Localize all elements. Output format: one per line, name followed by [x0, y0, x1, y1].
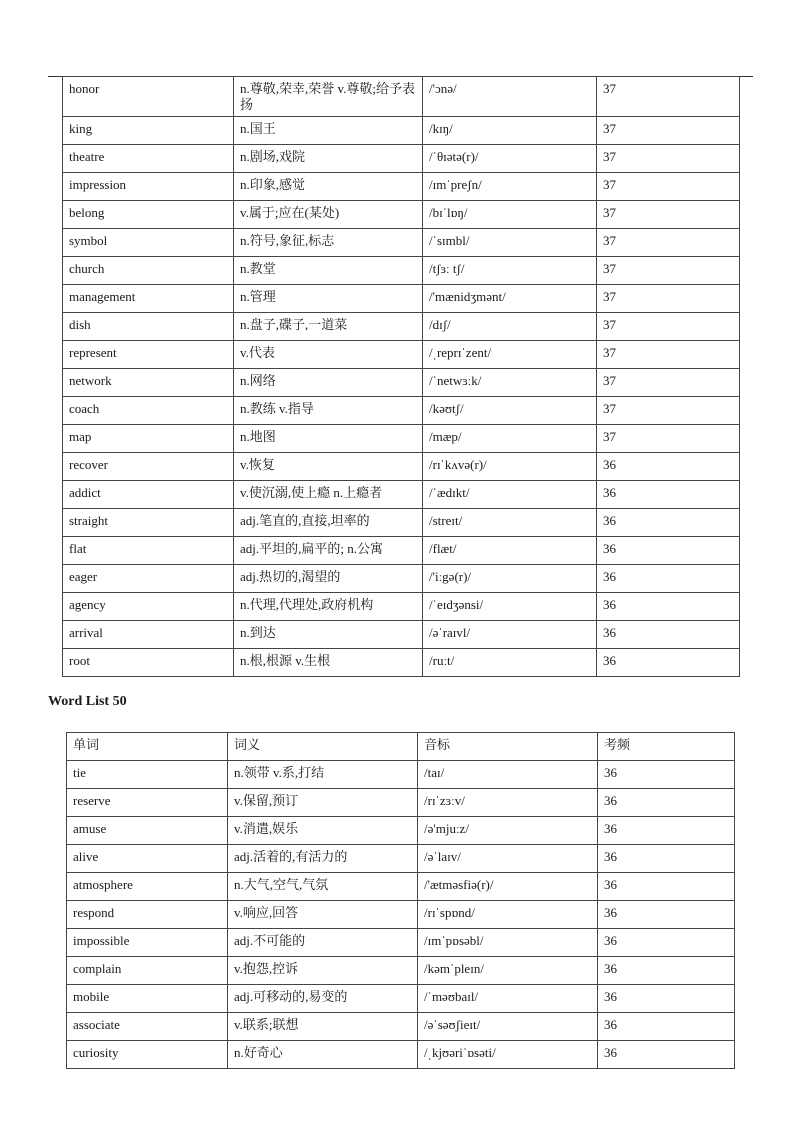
- table-row: [67, 957, 735, 985]
- phonetic-cell: /əˈraɪvl/: [423, 621, 597, 649]
- meaning-cell: n.教练 v.指导: [234, 397, 423, 425]
- phonetic-cell: /rɪˈspɒnd/: [418, 901, 598, 929]
- word-cell: recover: [63, 453, 234, 481]
- phonetic-cell: /flæt/: [423, 537, 597, 565]
- frequency-cell: 36: [597, 537, 740, 565]
- phonetic-cell: /rɪˈzɜːv/: [418, 789, 598, 817]
- table-row: [63, 201, 740, 229]
- table-row: [63, 453, 740, 481]
- frequency-cell: 37: [597, 201, 740, 229]
- phonetic-cell: /ˈeɪdʒənsi/: [423, 593, 597, 621]
- meaning-cell: n.国王: [234, 117, 423, 145]
- word-cell: tie: [67, 761, 228, 789]
- meaning-cell: n.尊敬,荣幸,荣誉 v.尊敬;给予表扬: [234, 77, 423, 117]
- phonetic-cell: /ˈθɪətə(r)/: [423, 145, 597, 173]
- word-cell: map: [63, 425, 234, 453]
- table-row: [63, 313, 740, 341]
- frequency-cell: 36: [598, 789, 735, 817]
- meaning-cell: adj.平坦的,扁平的; n.公寓: [234, 537, 423, 565]
- frequency-cell: 37: [597, 117, 740, 145]
- meaning-cell: n.印象,感觉: [234, 173, 423, 201]
- phonetic-cell: /ˌkjʊəriˈɒsəti/: [418, 1041, 598, 1069]
- table-row: [63, 537, 740, 565]
- table-row: [63, 425, 740, 453]
- table-row: [63, 369, 740, 397]
- meaning-cell: n.大气,空气,气氛: [228, 873, 418, 901]
- meaning-cell: v.联系;联想: [228, 1013, 418, 1041]
- frequency-cell: 36: [597, 565, 740, 593]
- table-row: [67, 1041, 735, 1069]
- word-cell: represent: [63, 341, 234, 369]
- word-cell: atmosphere: [67, 873, 228, 901]
- word-cell: dish: [63, 313, 234, 341]
- phonetic-cell: /'mænidʒmənt/: [423, 285, 597, 313]
- phonetic-cell: /kəʊtʃ/: [423, 397, 597, 425]
- frequency-cell: 36: [598, 1041, 735, 1069]
- phonetic-cell: /ˈnetwɜːk/: [423, 369, 597, 397]
- frequency-cell: 37: [597, 397, 740, 425]
- table-header-row: [67, 733, 735, 761]
- phonetic-cell: /'iːgə(r)/: [423, 565, 597, 593]
- meaning-cell: adj.可移动的,易变的: [228, 985, 418, 1013]
- phonetic-cell: /ɪmˈpɒsəbl/: [418, 929, 598, 957]
- meaning-cell: n.盘子,碟子,一道菜: [234, 313, 423, 341]
- meaning-cell: adj.活着的,有活力的: [228, 845, 418, 873]
- meaning-cell: v.使沉溺,使上瘾 n.上瘾者: [234, 481, 423, 509]
- word-cell: eager: [63, 565, 234, 593]
- frequency-cell: 36: [598, 929, 735, 957]
- phonetic-cell: /ˈsɪmbl/: [423, 229, 597, 257]
- word-cell: management: [63, 285, 234, 313]
- meaning-cell: v.属于;应在(某处): [234, 201, 423, 229]
- meaning-cell: v.消遣,娱乐: [228, 817, 418, 845]
- phonetic-cell: /dɪʃ/: [423, 313, 597, 341]
- phonetic-cell: /bɪˈlɒŋ/: [423, 201, 597, 229]
- word-list-title: Word List 50: [48, 694, 127, 709]
- word-cell: curiosity: [67, 1041, 228, 1069]
- frequency-cell: 36: [598, 817, 735, 845]
- frequency-cell: 36: [597, 509, 740, 537]
- frequency-cell: 37: [597, 341, 740, 369]
- phonetic-cell: /streɪt/: [423, 509, 597, 537]
- frequency-cell: 36: [597, 481, 740, 509]
- table-row: [63, 77, 740, 117]
- header-frequency: 考频: [598, 733, 735, 761]
- frequency-cell: 37: [597, 369, 740, 397]
- phonetic-cell: /ruːt/: [423, 649, 597, 677]
- frequency-cell: 36: [598, 985, 735, 1013]
- word-cell: complain: [67, 957, 228, 985]
- word-cell: agency: [63, 593, 234, 621]
- word-cell: root: [63, 649, 234, 677]
- frequency-cell: 36: [598, 957, 735, 985]
- header-word: 单词: [67, 733, 228, 761]
- word-cell: respond: [67, 901, 228, 929]
- table-row: [63, 229, 740, 257]
- frequency-cell: 36: [598, 873, 735, 901]
- phonetic-cell: /ˈædɪkt/: [423, 481, 597, 509]
- phonetic-cell: /'ætməsfiə(r)/: [418, 873, 598, 901]
- table-row: [67, 761, 735, 789]
- header-meaning: 词义: [228, 733, 418, 761]
- frequency-cell: 36: [598, 901, 735, 929]
- word-cell: network: [63, 369, 234, 397]
- meaning-cell: v.保留,预订: [228, 789, 418, 817]
- meaning-cell: v.代表: [234, 341, 423, 369]
- meaning-cell: adj.不可能的: [228, 929, 418, 957]
- frequency-cell: 36: [597, 453, 740, 481]
- frequency-cell: 36: [597, 621, 740, 649]
- word-cell: king: [63, 117, 234, 145]
- meaning-cell: v.恢复: [234, 453, 423, 481]
- meaning-cell: n.根,根源 v.生根: [234, 649, 423, 677]
- table-row: [63, 593, 740, 621]
- meaning-cell: n.教堂: [234, 257, 423, 285]
- table-row: [63, 341, 740, 369]
- table-row: [63, 509, 740, 537]
- table-row: [63, 145, 740, 173]
- phonetic-cell: /ə'mjuːz/: [418, 817, 598, 845]
- table-row: [63, 621, 740, 649]
- meaning-cell: n.好奇心: [228, 1041, 418, 1069]
- table-row: [67, 845, 735, 873]
- meaning-cell: n.符号,象征,标志: [234, 229, 423, 257]
- word-cell: church: [63, 257, 234, 285]
- word-cell: reserve: [67, 789, 228, 817]
- word-cell: alive: [67, 845, 228, 873]
- word-cell: mobile: [67, 985, 228, 1013]
- meaning-cell: n.领带 v.系,打结: [228, 761, 418, 789]
- word-cell: flat: [63, 537, 234, 565]
- vocab-table-1: [62, 76, 740, 677]
- table-row: [63, 285, 740, 313]
- frequency-cell: 37: [597, 257, 740, 285]
- table-row: [67, 817, 735, 845]
- vocab-table-2: [66, 732, 735, 1069]
- meaning-cell: n.剧场,戏院: [234, 145, 423, 173]
- frequency-cell: 36: [598, 845, 735, 873]
- meaning-cell: adj.热切的,渴望的: [234, 565, 423, 593]
- word-cell: theatre: [63, 145, 234, 173]
- table-row: [63, 257, 740, 285]
- table-row: [63, 117, 740, 145]
- word-cell: honor: [63, 77, 234, 117]
- frequency-cell: 37: [597, 77, 740, 117]
- phonetic-cell: /'ɔnə/: [423, 77, 597, 117]
- table-row: [67, 901, 735, 929]
- phonetic-cell: /taɪ/: [418, 761, 598, 789]
- phonetic-cell: /ˈməʊbaɪl/: [418, 985, 598, 1013]
- meaning-cell: n.到达: [234, 621, 423, 649]
- phonetic-cell: /əˈsəʊʃieɪt/: [418, 1013, 598, 1041]
- header-phonetic: 音标: [418, 733, 598, 761]
- frequency-cell: 36: [597, 649, 740, 677]
- phonetic-cell: /əˈlaɪv/: [418, 845, 598, 873]
- phonetic-cell: /ˌreprɪˈzent/: [423, 341, 597, 369]
- word-cell: coach: [63, 397, 234, 425]
- phonetic-cell: /kəmˈpleɪn/: [418, 957, 598, 985]
- word-cell: associate: [67, 1013, 228, 1041]
- table-row: [67, 1013, 735, 1041]
- word-cell: addict: [63, 481, 234, 509]
- meaning-cell: n.管理: [234, 285, 423, 313]
- word-cell: impression: [63, 173, 234, 201]
- phonetic-cell: /tʃɜː tʃ/: [423, 257, 597, 285]
- table-row: [67, 789, 735, 817]
- frequency-cell: 37: [597, 425, 740, 453]
- table-row: [67, 929, 735, 957]
- word-cell: belong: [63, 201, 234, 229]
- meaning-cell: n.地图: [234, 425, 423, 453]
- word-cell: amuse: [67, 817, 228, 845]
- word-cell: straight: [63, 509, 234, 537]
- meaning-cell: n.代理,代理处,政府机构: [234, 593, 423, 621]
- phonetic-cell: /mæp/: [423, 425, 597, 453]
- word-cell: impossible: [67, 929, 228, 957]
- meaning-cell: n.网络: [234, 369, 423, 397]
- table-row: [63, 565, 740, 593]
- frequency-cell: 36: [598, 1013, 735, 1041]
- frequency-cell: 37: [597, 313, 740, 341]
- table-row: [67, 873, 735, 901]
- phonetic-cell: /rɪˈkʌvə(r)/: [423, 453, 597, 481]
- meaning-cell: v.抱怨,控诉: [228, 957, 418, 985]
- table-row: [63, 649, 740, 677]
- frequency-cell: 36: [598, 761, 735, 789]
- frequency-cell: 37: [597, 285, 740, 313]
- table-row: [63, 481, 740, 509]
- meaning-cell: v.响应,回答: [228, 901, 418, 929]
- table-row: [63, 173, 740, 201]
- frequency-cell: 37: [597, 229, 740, 257]
- frequency-cell: 37: [597, 173, 740, 201]
- word-cell: arrival: [63, 621, 234, 649]
- table-row: [67, 985, 735, 1013]
- table-row: [63, 397, 740, 425]
- frequency-cell: 36: [597, 593, 740, 621]
- meaning-cell: adj.笔直的,直接,坦率的: [234, 509, 423, 537]
- phonetic-cell: /ɪmˈpreʃn/: [423, 173, 597, 201]
- word-cell: symbol: [63, 229, 234, 257]
- frequency-cell: 37: [597, 145, 740, 173]
- phonetic-cell: /kɪŋ/: [423, 117, 597, 145]
